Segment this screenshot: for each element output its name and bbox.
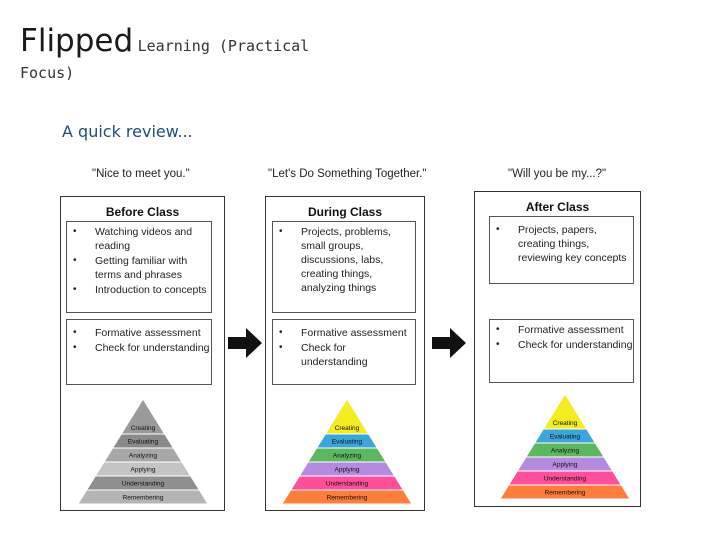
pyramid-before-label-evaluating: Evaluating [127, 438, 159, 446]
before-activities-box [66, 221, 212, 313]
during-item-check: • Check for understanding [273, 341, 415, 369]
pyramid-during-label-understanding: Understanding [325, 480, 369, 488]
pyramid-after-label-creating: Creating [552, 420, 578, 427]
pyramid-during-label-evaluating: Evaluating [331, 438, 363, 446]
panel-heading-before: Before Class [105, 205, 180, 219]
before-item-terms: • Getting familiar with terms and phrases [67, 254, 211, 282]
pyramid-after-label-understanding: Understanding [543, 475, 587, 483]
before-item-videos: • Watching videos and reading [67, 225, 211, 253]
panel-after-class [474, 191, 641, 507]
pyramid-during-label-creating: Creating [334, 425, 360, 432]
pyramid-during-label-applying: Applying [334, 466, 360, 474]
before-assessment-box [66, 319, 212, 385]
panel-during-class [265, 196, 425, 511]
panel-before-class [60, 196, 225, 511]
pyramid-after-label-analyzing: Analyzing [550, 447, 580, 455]
after-assessment-box [489, 319, 634, 383]
during-assessment-box [272, 319, 416, 385]
quote-after: "Will you be my...?" [508, 168, 607, 180]
after-item-check: • Check for understanding [490, 338, 633, 352]
after-item-projects: • Projects, papers, creating things, reviewing key concepts [490, 223, 633, 265]
pyramid-before-label-creating: Creating [130, 425, 156, 432]
pyramid-after [500, 394, 630, 499]
pyramid-after-label-applying: Applying [552, 461, 578, 469]
pyramid-after-label-evaluating: Evaluating [549, 433, 581, 441]
pyramid-before-label-understanding: Understanding [121, 480, 165, 488]
after-activities-box [489, 216, 634, 284]
pyramid-after-label-remembering: Remembering [544, 489, 586, 497]
slide-title-main: Flipped [20, 23, 134, 59]
slide-title-rest: Learning (Practical [137, 37, 310, 55]
panel-heading-during: During Class [307, 205, 382, 219]
before-item-concepts: • Introduction to concepts [67, 283, 211, 297]
pyramid-during-label-remembering: Remembering [326, 494, 368, 502]
before-item-formative: • Formative assessment [67, 326, 211, 340]
during-activities-box [272, 221, 416, 313]
quote-before: "Nice to meet you." [92, 168, 190, 180]
during-item-projects: • Projects, problems, small groups, discussions, labs, creating things, analyzing things [273, 225, 415, 295]
during-item-formative: • Formative assessment [273, 326, 415, 340]
pyramid-before-label-remembering: Remembering [122, 494, 164, 502]
slide-subtitle: A quick review... [62, 122, 193, 141]
slide-title [20, 23, 340, 82]
before-item-check: • Check for understanding [67, 341, 211, 355]
slide-title-line2: Focus) [20, 64, 75, 82]
pyramid-before-label-analyzing: Analyzing [128, 452, 158, 460]
pyramid-before-label-applying: Applying [130, 466, 156, 474]
after-item-formative: • Formative assessment [490, 323, 633, 337]
right-arrow-icon [432, 328, 466, 358]
quote-during: "Let's Do Something Together." [268, 168, 427, 180]
right-arrow-icon [228, 328, 262, 358]
panel-heading-after: After Class [525, 200, 590, 214]
pyramid-before [78, 399, 208, 504]
pyramid-during [282, 399, 412, 504]
pyramid-during-label-analyzing: Analyzing [332, 452, 362, 460]
